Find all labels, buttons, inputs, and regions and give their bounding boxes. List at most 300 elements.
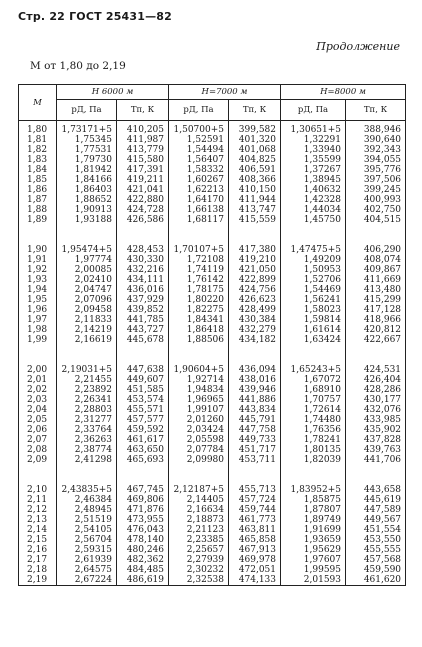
pressure-cell: 2,16619 — [57, 335, 117, 345]
table-row — [19, 555, 406, 565]
continuation-label: Продолжение — [316, 40, 400, 53]
mach-cell: 1,95 — [19, 295, 57, 305]
mach-cell: 2,15 — [19, 535, 57, 545]
mach-cell: 2,04 — [19, 405, 57, 415]
pressure-cell: 1,42328 — [281, 195, 346, 205]
spacer-cell — [19, 345, 57, 365]
pressure-cell: 1,84341 — [169, 315, 229, 325]
pressure-cell: 2,41298 — [57, 455, 117, 465]
mach-cell: 2,11 — [19, 495, 57, 505]
mach-cell: 2,07 — [19, 435, 57, 445]
pressure-cell: 1,88506 — [169, 335, 229, 345]
pressure-cell: 1,99107 — [169, 405, 229, 415]
temperature-cell: 472,051 — [229, 565, 281, 575]
pressure-cell: 2,01260 — [169, 415, 229, 425]
pressure-cell: 1,44034 — [281, 205, 346, 215]
temperature-cell: 433,985 — [346, 415, 406, 425]
mach-cell: 2,00 — [19, 365, 57, 375]
temperature-header: Tп, К — [117, 100, 169, 121]
temperature-cell: 409,867 — [346, 265, 406, 275]
pressure-cell: 1,62213 — [169, 185, 229, 195]
spacer-cell — [229, 225, 281, 245]
temperature-cell: 455,555 — [346, 545, 406, 555]
temperature-cell: 404,515 — [346, 215, 406, 225]
pressure-cell: 1,77531 — [57, 145, 117, 155]
pressure-cell: 2,14405 — [169, 495, 229, 505]
temperature-cell: 455,713 — [229, 485, 281, 495]
temperature-cell: 390,640 — [346, 135, 406, 145]
spacer-row — [19, 225, 406, 245]
temperature-cell: 461,617 — [117, 435, 169, 445]
temperature-cell: 451,554 — [346, 525, 406, 535]
pressure-cell: 1,32291 — [281, 135, 346, 145]
temperature-cell: 395,776 — [346, 165, 406, 175]
table-row — [19, 125, 406, 135]
pressure-cell: 1,58023 — [281, 305, 346, 315]
pressure-cell: 2,11833 — [57, 315, 117, 325]
table-row — [19, 445, 406, 455]
mach-cell: 2,03 — [19, 395, 57, 405]
temperature-cell: 449,567 — [346, 515, 406, 525]
table-row — [19, 145, 406, 155]
temperature-cell: 484,485 — [117, 565, 169, 575]
table-row — [19, 245, 406, 255]
mach-cell: 2,13 — [19, 515, 57, 525]
table-row — [19, 185, 406, 195]
table-row — [19, 385, 406, 395]
pressure-cell: 1,92714 — [169, 375, 229, 385]
temperature-cell: 443,658 — [346, 485, 406, 495]
table-row — [19, 275, 406, 285]
mach-cell: 1,90 — [19, 245, 57, 255]
page-header: Стр. 22 ГОСТ 25431—82 — [18, 10, 173, 23]
pressure-cell: 1,84166 — [57, 175, 117, 185]
temperature-cell: 482,362 — [117, 555, 169, 565]
temperature-header: Tп, К — [229, 100, 281, 121]
temperature-cell: 411,987 — [117, 135, 169, 145]
group-header-6000: H 6000 м — [57, 85, 169, 100]
pressure-cell: 1,70107+5 — [169, 245, 229, 255]
temperature-cell: 426,404 — [346, 375, 406, 385]
pressure-cell: 1,30651+5 — [281, 125, 346, 135]
pressure-cell: 1,96965 — [169, 395, 229, 405]
temperature-cell: 469,978 — [229, 555, 281, 565]
spacer-row — [19, 345, 406, 365]
pressure-cell: 1,73171+5 — [57, 125, 117, 135]
table-row — [19, 135, 406, 145]
mach-cell: 1,88 — [19, 205, 57, 215]
pressure-cell: 1,94834 — [169, 385, 229, 395]
mach-cell: 2,09 — [19, 455, 57, 465]
pressure-cell: 1,56241 — [281, 295, 346, 305]
pressure-cell: 1,54469 — [281, 285, 346, 295]
pressure-cell: 1,82275 — [169, 305, 229, 315]
pressure-cell: 1,83952+5 — [281, 485, 346, 495]
temperature-cell: 438,016 — [229, 375, 281, 385]
mach-cell: 1,94 — [19, 285, 57, 295]
pressure-cell: 1,66138 — [169, 205, 229, 215]
pressure-cell: 2,03424 — [169, 425, 229, 435]
pressure-cell: 2,00085 — [57, 265, 117, 275]
pressure-cell: 1,89749 — [281, 515, 346, 525]
pressure-cell: 1,37267 — [281, 165, 346, 175]
temperature-cell: 469,806 — [117, 495, 169, 505]
pressure-cell: 2,38774 — [57, 445, 117, 455]
table-row — [19, 515, 406, 525]
temperature-cell: 445,791 — [229, 415, 281, 425]
temperature-cell: 473,955 — [117, 515, 169, 525]
table-row — [19, 545, 406, 555]
spacer-cell — [281, 225, 346, 245]
mach-cell: 2,01 — [19, 375, 57, 385]
pressure-cell: 1,59814 — [281, 315, 346, 325]
table-row — [19, 525, 406, 535]
temperature-cell: 461,620 — [346, 575, 406, 586]
mach-cell: 2,18 — [19, 565, 57, 575]
pressure-cell: 2,48945 — [57, 505, 117, 515]
temperature-cell: 451,585 — [117, 385, 169, 395]
mach-cell: 2,12 — [19, 505, 57, 515]
spacer-cell — [169, 225, 229, 245]
table-row — [19, 205, 406, 215]
spacer-row — [19, 465, 406, 485]
pressure-cell: 1,50700+5 — [169, 125, 229, 135]
temperature-cell: 459,744 — [229, 505, 281, 515]
temperature-cell: 417,380 — [229, 245, 281, 255]
pressure-header: pД, Па — [169, 100, 229, 121]
pressure-cell: 1,97774 — [57, 255, 117, 265]
pressure-cell: 1,65243+5 — [281, 365, 346, 375]
temperature-cell: 435,902 — [346, 425, 406, 435]
mach-cell: 2,02 — [19, 385, 57, 395]
mach-cell: 1,86 — [19, 185, 57, 195]
temperature-cell: 400,993 — [346, 195, 406, 205]
temperature-cell: 437,828 — [346, 435, 406, 445]
spacer-cell — [117, 225, 169, 245]
pressure-cell: 2,27939 — [169, 555, 229, 565]
pressure-cell: 2,09980 — [169, 455, 229, 465]
temperature-cell: 394,055 — [346, 155, 406, 165]
pressure-cell: 1,40632 — [281, 185, 346, 195]
table-row — [19, 265, 406, 275]
pressure-cell: 2,30232 — [169, 565, 229, 575]
pressure-cell: 2,46384 — [57, 495, 117, 505]
temperature-cell: 411,669 — [346, 275, 406, 285]
mach-cell: 2,05 — [19, 415, 57, 425]
pressure-cell: 1,38945 — [281, 175, 346, 185]
pressure-cell: 1,70757 — [281, 395, 346, 405]
temperature-cell: 419,210 — [229, 255, 281, 265]
temperature-cell: 447,589 — [346, 505, 406, 515]
pressure-cell: 2,32538 — [169, 575, 229, 586]
temperature-cell: 463,650 — [117, 445, 169, 455]
temperature-cell: 415,559 — [229, 215, 281, 225]
pressure-cell: 1,81942 — [57, 165, 117, 175]
temperature-cell: 430,177 — [346, 395, 406, 405]
temperature-cell: 455,571 — [117, 405, 169, 415]
pressure-cell: 1,80135 — [281, 445, 346, 455]
temperature-cell: 461,773 — [229, 515, 281, 525]
spacer-cell — [117, 465, 169, 485]
temperature-cell: 439,763 — [346, 445, 406, 455]
pressure-cell: 2,61939 — [57, 555, 117, 565]
pressure-cell: 1,78241 — [281, 435, 346, 445]
temperature-cell: 424,531 — [346, 365, 406, 375]
table-row — [19, 405, 406, 415]
mach-cell: 1,80 — [19, 125, 57, 135]
temperature-cell: 426,623 — [229, 295, 281, 305]
temperature-cell: 443,834 — [229, 405, 281, 415]
table-row — [19, 325, 406, 335]
pressure-cell: 2,56704 — [57, 535, 117, 545]
pressure-cell: 1,87807 — [281, 505, 346, 515]
temperature-cell: 415,580 — [117, 155, 169, 165]
temperature-cell: 417,391 — [117, 165, 169, 175]
spacer-cell — [229, 345, 281, 365]
temperature-cell: 449,607 — [117, 375, 169, 385]
pressure-cell: 1,78175 — [169, 285, 229, 295]
table-row — [19, 415, 406, 425]
pressure-cell: 1,74480 — [281, 415, 346, 425]
pressure-cell: 1,54494 — [169, 145, 229, 155]
temperature-cell: 401,320 — [229, 135, 281, 145]
temperature-cell: 402,750 — [346, 205, 406, 215]
table-row — [19, 255, 406, 265]
pressure-cell: 1,80220 — [169, 295, 229, 305]
pressure-cell: 1,60267 — [169, 175, 229, 185]
mach-cell: 1,96 — [19, 305, 57, 315]
spacer-cell — [281, 345, 346, 365]
temperature-cell: 441,785 — [117, 315, 169, 325]
temperature-cell: 392,343 — [346, 145, 406, 155]
pressure-cell: 1,52591 — [169, 135, 229, 145]
temperature-cell: 424,728 — [117, 205, 169, 215]
pressure-cell: 2,21455 — [57, 375, 117, 385]
pressure-cell: 1,88652 — [57, 195, 117, 205]
temperature-cell: 422,899 — [229, 275, 281, 285]
temperature-cell: 421,041 — [117, 185, 169, 195]
temperature-cell: 436,016 — [117, 285, 169, 295]
mach-cell: 1,99 — [19, 335, 57, 345]
mach-cell: 1,81 — [19, 135, 57, 145]
pressure-cell: 1,74119 — [169, 265, 229, 275]
pressure-cell: 2,43835+5 — [57, 485, 117, 495]
mach-cell: 2,08 — [19, 445, 57, 455]
pressure-cell: 2,26341 — [57, 395, 117, 405]
table-row — [19, 375, 406, 385]
pressure-cell: 2,28803 — [57, 405, 117, 415]
table-subtitle: М от 1,80 до 2,19 — [30, 60, 126, 72]
pressure-cell: 1,68910 — [281, 385, 346, 395]
temperature-cell: 471,876 — [117, 505, 169, 515]
pressure-cell: 1,75345 — [57, 135, 117, 145]
temperature-cell: 432,076 — [346, 405, 406, 415]
pressure-header: pД, Па — [281, 100, 346, 121]
temperature-cell: 399,582 — [229, 125, 281, 135]
temperature-cell: 410,150 — [229, 185, 281, 195]
temperature-cell: 459,590 — [346, 565, 406, 575]
pressure-cell: 2,07096 — [57, 295, 117, 305]
group-header-7000: H=7000 м — [169, 85, 281, 100]
mach-cell: 1,97 — [19, 315, 57, 325]
pressure-cell: 1,35599 — [281, 155, 346, 165]
pressure-cell: 2,21123 — [169, 525, 229, 535]
group-header-8000: H=8000 м — [281, 85, 406, 100]
mach-cell: 2,06 — [19, 425, 57, 435]
temperature-cell: 459,592 — [117, 425, 169, 435]
temperature-cell: 453,574 — [117, 395, 169, 405]
mach-cell: 2,17 — [19, 555, 57, 565]
pressure-cell: 1,99595 — [281, 565, 346, 575]
mach-cell: 1,92 — [19, 265, 57, 275]
temperature-cell: 399,245 — [346, 185, 406, 195]
pressure-cell: 2,36263 — [57, 435, 117, 445]
spacer-cell — [19, 225, 57, 245]
mach-cell: 1,98 — [19, 325, 57, 335]
pressure-cell: 2,67224 — [57, 575, 117, 586]
temperature-cell: 418,966 — [346, 315, 406, 325]
temperature-cell: 445,619 — [346, 495, 406, 505]
temperature-cell: 434,111 — [117, 275, 169, 285]
temperature-cell: 408,074 — [346, 255, 406, 265]
table-row — [19, 175, 406, 185]
pressure-cell: 2,33764 — [57, 425, 117, 435]
spacer-cell — [57, 225, 117, 245]
pressure-cell: 1,76142 — [169, 275, 229, 285]
temperature-cell: 411,944 — [229, 195, 281, 205]
temperature-cell: 480,246 — [117, 545, 169, 555]
pressure-cell: 2,54105 — [57, 525, 117, 535]
spacer-cell — [281, 465, 346, 485]
temperature-header: Tп, К — [346, 100, 406, 121]
pressure-cell: 2,05598 — [169, 435, 229, 445]
table-row — [19, 305, 406, 315]
pressure-cell: 2,59315 — [57, 545, 117, 555]
pressure-cell: 2,51519 — [57, 515, 117, 525]
temperature-cell: 397,506 — [346, 175, 406, 185]
temperature-cell: 430,384 — [229, 315, 281, 325]
temperature-cell: 463,811 — [229, 525, 281, 535]
table-row — [19, 285, 406, 295]
pressure-cell: 1,95629 — [281, 545, 346, 555]
temperature-cell: 434,182 — [229, 335, 281, 345]
pressure-cell: 1,93659 — [281, 535, 346, 545]
table-row — [19, 165, 406, 175]
temperature-cell: 406,591 — [229, 165, 281, 175]
table-row — [19, 435, 406, 445]
temperature-cell: 465,693 — [117, 455, 169, 465]
pressure-cell: 1,72108 — [169, 255, 229, 265]
pressure-cell: 2,14219 — [57, 325, 117, 335]
temperature-cell: 406,290 — [346, 245, 406, 255]
temperature-cell: 486,619 — [117, 575, 169, 586]
pressure-cell: 1,68117 — [169, 215, 229, 225]
pressure-cell: 1,50953 — [281, 265, 346, 275]
pressure-cell: 1,90913 — [57, 205, 117, 215]
temperature-cell: 410,205 — [117, 125, 169, 135]
pressure-cell: 2,23892 — [57, 385, 117, 395]
temperature-cell: 413,480 — [346, 285, 406, 295]
table-row — [19, 295, 406, 305]
pressure-cell: 1,61614 — [281, 325, 346, 335]
pressure-cell: 2,12187+5 — [169, 485, 229, 495]
pressure-cell: 1,33940 — [281, 145, 346, 155]
temperature-cell: 439,852 — [117, 305, 169, 315]
temperature-cell: 408,366 — [229, 175, 281, 185]
temperature-cell: 441,706 — [346, 455, 406, 465]
temperature-cell: 457,577 — [117, 415, 169, 425]
temperature-cell: 401,068 — [229, 145, 281, 155]
mach-cell: 1,87 — [19, 195, 57, 205]
temperature-cell: 457,568 — [346, 555, 406, 565]
temperature-cell: 428,499 — [229, 305, 281, 315]
table-body — [19, 121, 406, 586]
temperature-cell: 428,453 — [117, 245, 169, 255]
mach-cell: 1,85 — [19, 175, 57, 185]
temperature-cell: 449,733 — [229, 435, 281, 445]
pressure-cell: 1,58332 — [169, 165, 229, 175]
pressure-cell: 1,56407 — [169, 155, 229, 165]
pressure-cell: 1,82039 — [281, 455, 346, 465]
temperature-cell: 422,667 — [346, 335, 406, 345]
temperature-cell: 420,812 — [346, 325, 406, 335]
spacer-cell — [57, 465, 117, 485]
pressure-cell: 2,02410 — [57, 275, 117, 285]
pressure-cell: 1,76356 — [281, 425, 346, 435]
pressure-cell: 1,97607 — [281, 555, 346, 565]
spacer-cell — [169, 345, 229, 365]
spacer-cell — [346, 225, 406, 245]
temperature-cell: 447,758 — [229, 425, 281, 435]
temperature-cell: 447,638 — [117, 365, 169, 375]
temperature-cell: 426,586 — [117, 215, 169, 225]
temperature-cell: 417,128 — [346, 305, 406, 315]
atmosphere-table — [18, 84, 406, 586]
spacer-cell — [346, 465, 406, 485]
pressure-cell: 1,49209 — [281, 255, 346, 265]
temperature-cell: 404,825 — [229, 155, 281, 165]
pressure-cell: 1,64170 — [169, 195, 229, 205]
m-column-header: М — [19, 85, 57, 121]
pressure-cell: 2,23385 — [169, 535, 229, 545]
pressure-cell: 1,52706 — [281, 275, 346, 285]
temperature-cell: 453,550 — [346, 535, 406, 545]
mach-cell: 2,16 — [19, 545, 57, 555]
pressure-cell: 2,09458 — [57, 305, 117, 315]
temperature-cell: 457,724 — [229, 495, 281, 505]
table-row — [19, 425, 406, 435]
temperature-cell: 413,747 — [229, 205, 281, 215]
pressure-cell: 1,67072 — [281, 375, 346, 385]
temperature-cell: 478,140 — [117, 535, 169, 545]
pressure-cell: 1,93188 — [57, 215, 117, 225]
table-row — [19, 505, 406, 515]
pressure-header: pД, Па — [57, 100, 117, 121]
pressure-cell: 1,91699 — [281, 525, 346, 535]
pressure-cell: 1,85875 — [281, 495, 346, 505]
temperature-cell: 451,717 — [229, 445, 281, 455]
table-row — [19, 195, 406, 205]
temperature-cell: 476,043 — [117, 525, 169, 535]
pressure-cell: 1,79730 — [57, 155, 117, 165]
temperature-cell: 432,216 — [117, 265, 169, 275]
spacer-cell — [229, 465, 281, 485]
temperature-cell: 388,946 — [346, 125, 406, 135]
mach-cell: 1,82 — [19, 145, 57, 155]
mach-cell: 2,14 — [19, 525, 57, 535]
pressure-cell: 1,72614 — [281, 405, 346, 415]
spacer-cell — [117, 345, 169, 365]
